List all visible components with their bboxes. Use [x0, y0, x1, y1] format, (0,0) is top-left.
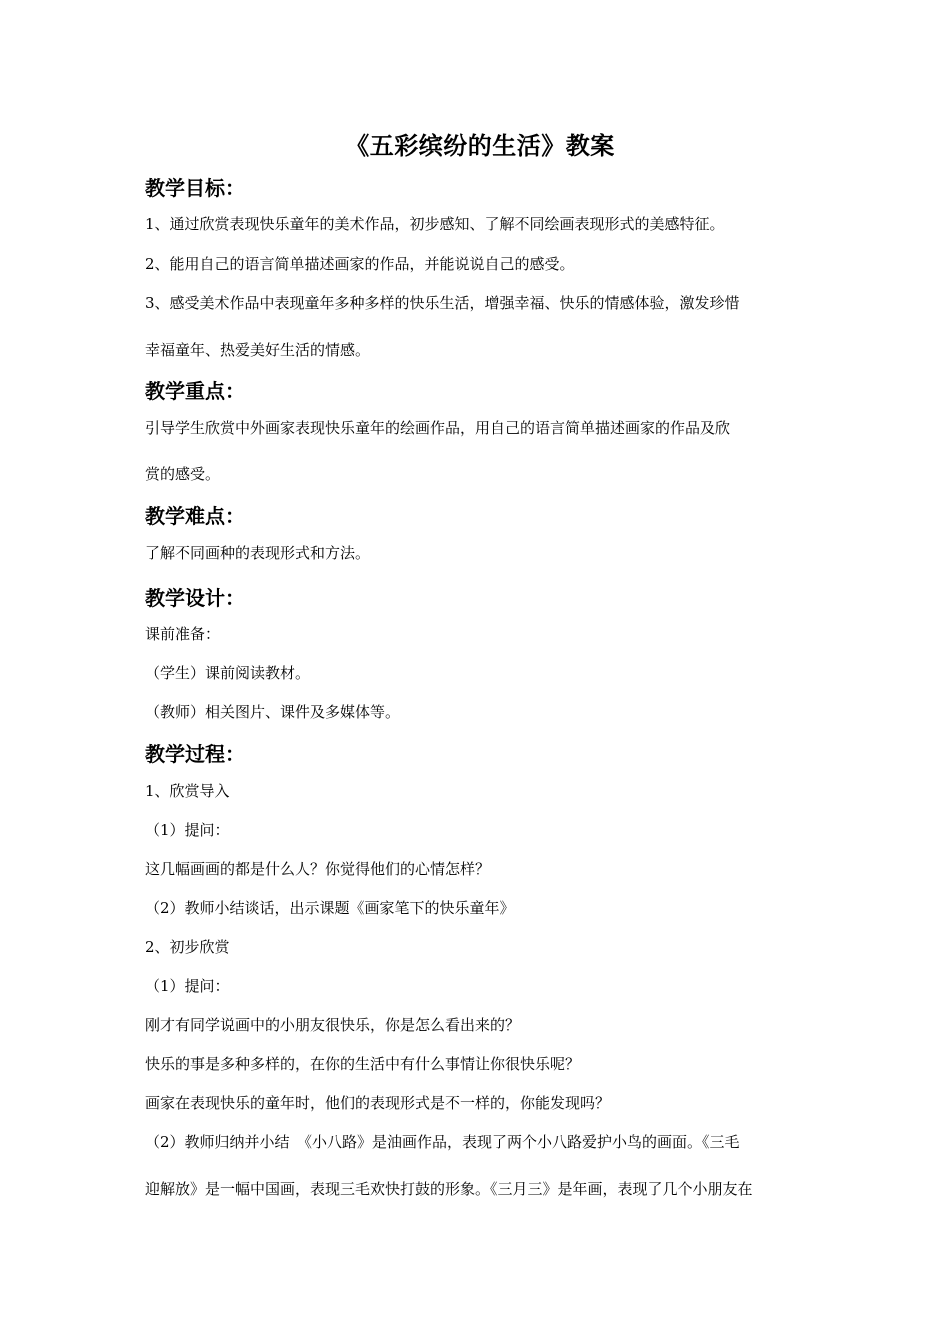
process-step-2-summary-line-2: 迎解放》是一幅中国画，表现三毛欢快打鼓的形象。《三月三》是年画，表现了几个小朋友在: [145, 1180, 753, 1198]
key-points-line-1: 引导学生欣赏中外画家表现快乐童年的绘画作品，用自己的语言简单描述画家的作品及欣: [145, 419, 731, 437]
design-student: （学生）课前阅读教材。: [145, 664, 311, 682]
difficulties-heading: 教学难点：: [145, 504, 245, 528]
goal-item-2: 2、能用自己的语言简单描述画家的作品，并能说说自己的感受。: [145, 255, 575, 273]
process-step-2-question-3: 画家在表现快乐的童年时，他们的表现形式是不一样的，你能发现吗？: [145, 1094, 611, 1112]
goal-item-1: 1、通过欣赏表现快乐童年的美术作品，初步感知、了解不同绘画表现形式的美感特征。: [145, 215, 725, 233]
goal-item-3-line-1: 3、感受美术作品中表现童年多种多样的快乐生活，增强幸福、快乐的情感体验，激发珍惜: [145, 294, 740, 312]
process-step-1-summary: （2）教师小结谈话，出示课题《画家笔下的快乐童年》: [145, 899, 515, 917]
goal-item-3-line-2: 幸福童年、热爱美好生活的情感。: [145, 341, 371, 359]
design-prep: 课前准备：: [145, 625, 221, 643]
key-points-heading: 教学重点：: [145, 379, 245, 403]
process-step-1-question-text: 这几幅画画的都是什么人？你觉得他们的心情怎样？: [145, 860, 491, 878]
key-points-line-2: 赏的感受。: [145, 465, 221, 483]
document-title: 《五彩缤纷的生活》教案: [345, 132, 615, 160]
process-heading: 教学过程：: [145, 742, 245, 766]
process-step-2-question-1: 刚才有同学说画中的小朋友很快乐，你是怎么看出来的？: [145, 1016, 521, 1034]
process-step-1-question: （1）提问：: [145, 821, 230, 839]
process-step-2-question-2: 快乐的事是多种多样的，在你的生活中有什么事情让你很快乐呢？: [145, 1055, 581, 1073]
process-step-2: 2、初步欣赏: [145, 938, 230, 956]
design-heading: 教学设计：: [145, 586, 245, 610]
difficulties-line-1: 了解不同画种的表现形式和方法。: [145, 544, 371, 562]
process-step-2-question: （1）提问：: [145, 977, 230, 995]
process-step-1: 1、欣赏导入: [145, 782, 230, 800]
design-teacher: （教师）相关图片、课件及多媒体等。: [145, 703, 401, 721]
goals-heading: 教学目标：: [145, 176, 245, 200]
process-step-2-summary-line-1: （2）教师归纳并小结 《小八路》是油画作品，表现了两个小八路爱护小鸟的画面。《三毛: [145, 1133, 740, 1151]
